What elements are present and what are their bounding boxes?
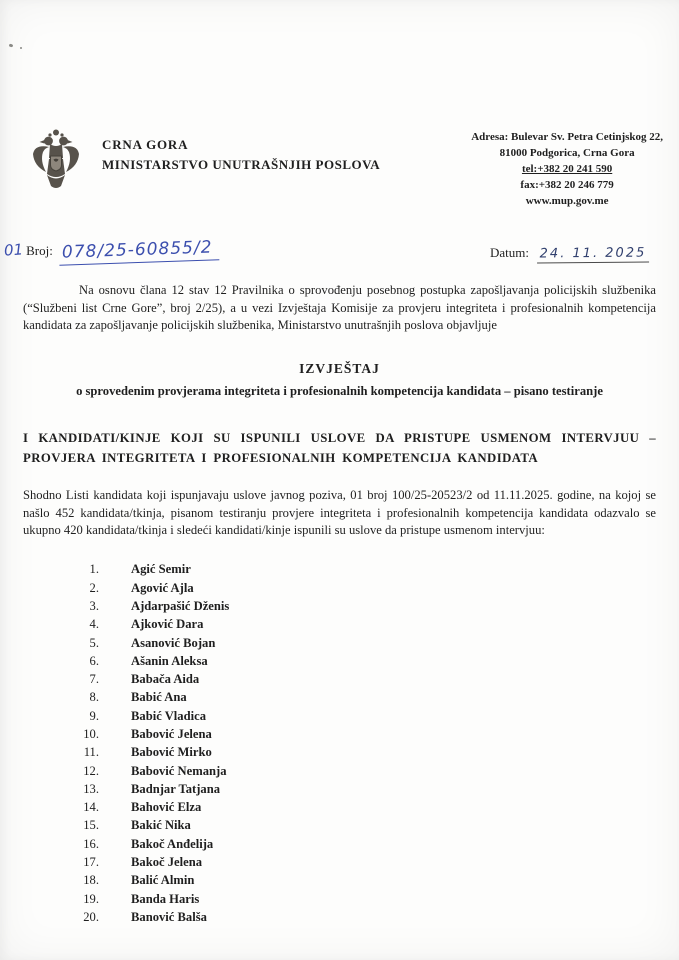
website-url: www.mup.gov.me: [525, 194, 609, 207]
body-paragraph: Shodno Listi kandidata koji ispunjavaju uslove javnog poziva, 01 broj 100/25-20523/2 od 11.11.2025. godine, na kojoj se našlo 452 kandidata/tkinja, pisanom testiranju provjere integriteta i profesionalnih kompetencija kandidata odazvalo se ukupno 420 kandidata/tkinja i sledeći kandidati/kinje ispunili su uslove da pristupe usmenom intervjuu:: [23, 487, 656, 538]
document-header: [0, 0, 679, 210]
section-heading: I KANDIDATI/KINJE KOJI SU ISPUNILI USLOVE DA PRISTUPE USMENOM INTERVJUU – PROVJERA INTEGRITETA I PROFESIONALNIH KOMPETENCIJA KANDIDATA: [23, 431, 656, 465]
candidate-name: Banda Haris: [131, 891, 200, 906]
ministry-name: MINISTARSTVO UNUTRAŠNJIH POSLOVA: [102, 156, 381, 172]
candidate-number: 17.: [83, 855, 99, 870]
address-block: [471, 128, 663, 210]
candidate-number: 6.: [89, 653, 99, 668]
phone-number: tel:+382 20 241 590: [521, 162, 613, 175]
candidate-number: 8.: [89, 690, 99, 705]
candidate-list-item: [23, 688, 656, 706]
document-title: IZVJEŠTAJ: [299, 361, 380, 377]
candidate-name: Ašanin Aleksa: [131, 653, 208, 668]
candidate-list-item: [23, 853, 656, 871]
candidate-name: Bakoč Anđelija: [131, 836, 214, 851]
candidate-list-item: [23, 652, 656, 670]
candidate-list-item: [23, 762, 656, 780]
candidate-number: 4.: [89, 617, 99, 632]
candidate-number: 1.: [89, 562, 99, 577]
candidate-name: Ajdarpašić Dženis: [131, 598, 230, 613]
candidate-list-item: [23, 707, 656, 725]
candidate-name: Babača Aida: [131, 672, 200, 687]
candidate-number: 14.: [83, 800, 99, 815]
candidate-list-item: [23, 670, 656, 688]
candidate-number: 9.: [89, 708, 99, 723]
candidate-name: Bakoč Jelena: [131, 855, 203, 870]
reference-row: [0, 237, 679, 263]
candidate-name: Babić Vladica: [131, 708, 206, 723]
candidate-list: [23, 560, 656, 926]
candidate-list-item: [23, 835, 656, 853]
candidate-number: 15.: [83, 818, 99, 833]
scan-artifact: [20, 47, 22, 49]
handwritten-prefix: 01: [3, 240, 24, 260]
candidate-name: Bahović Elza: [131, 800, 202, 815]
candidate-list-item: [23, 579, 656, 597]
date-field: [490, 245, 649, 263]
candidate-number: 11.: [83, 745, 99, 760]
candidate-list-item: [23, 743, 656, 761]
candidate-name: Ajković Dara: [131, 617, 204, 632]
intro-paragraph: Na osnovu člana 12 stav 12 Pravilnika o sprovođenju posebnog postupka zapošljavanja policijskih službenika (“Službeni list Crne Gore”, broj 2/25), a u vezi Izvještaja Komisije za provjeru integriteta i profesionalnih kompetencija kandidata za zapošljavanje policijskih službenika, Ministarstvo unutrašnjih poslova objavljuje: [23, 282, 656, 333]
candidate-number: 13.: [83, 781, 99, 796]
candidate-list-item: [23, 560, 656, 578]
candidate-name: Babović Mirko: [131, 745, 212, 760]
candidate-name: Banović Balša: [131, 909, 207, 924]
candidate-number: 10.: [83, 726, 99, 741]
candidate-list-item: [23, 780, 656, 798]
candidate-number: 19.: [83, 891, 99, 906]
candidate-name: Agić Semir: [131, 562, 191, 577]
candidate-number: 7.: [89, 672, 99, 687]
candidate-list-item: [23, 890, 656, 908]
candidate-list-item: [23, 725, 656, 743]
candidate-number: 16.: [83, 836, 99, 851]
document-subtitle: o sprovedenim provjerama integriteta i profesionalnih kompetencija kandidata – pisano testiranje: [76, 384, 603, 399]
candidate-list-item: [23, 597, 656, 615]
candidate-number: 20.: [83, 909, 99, 924]
candidate-name: Agović Ajla: [131, 580, 194, 595]
candidate-number: 2.: [89, 580, 99, 595]
candidate-number: 3.: [89, 598, 99, 613]
date-label: Datum:: [490, 244, 529, 260]
candidate-list-item: [23, 871, 656, 889]
case-number: [3, 237, 218, 263]
candidate-name: Babović Jelena: [131, 726, 212, 741]
candidate-name: Bakić Nika: [131, 818, 191, 833]
candidate-number: 12.: [83, 763, 99, 778]
candidate-number: 18.: [83, 873, 99, 888]
candidate-list-item: [23, 908, 656, 926]
case-number-label: Broj:: [26, 242, 53, 258]
candidate-list-item: [23, 816, 656, 834]
coat-of-arms-eagle: [30, 128, 82, 194]
address-line-2: 81000 Podgorica, Crna Gora: [499, 146, 635, 159]
handwritten-case-number: 078/25-60855/2: [58, 237, 218, 266]
document-body: [0, 282, 679, 927]
candidate-name: Badnjar Tatjana: [131, 781, 221, 796]
ministry-name-block: [102, 128, 380, 174]
candidate-list-item: [23, 615, 656, 633]
candidate-name: Asanović Bojan: [131, 635, 216, 650]
candidate-number: 5.: [89, 635, 99, 650]
candidate-name: Babić Ana: [131, 690, 187, 705]
country-name: CRNA GORA: [102, 137, 189, 152]
handwritten-date: 24. 11. 2025: [537, 245, 649, 263]
fax-number: fax:+382 20 246 779: [520, 178, 614, 191]
candidate-name: Balić Almin: [131, 873, 195, 888]
address-line-1: Adresa: Bulevar Sv. Petra Cetinjskog 22,: [471, 131, 663, 143]
candidate-list-item: [23, 798, 656, 816]
candidate-list-item: [23, 634, 656, 652]
candidate-name: Babović Nemanja: [131, 763, 227, 778]
